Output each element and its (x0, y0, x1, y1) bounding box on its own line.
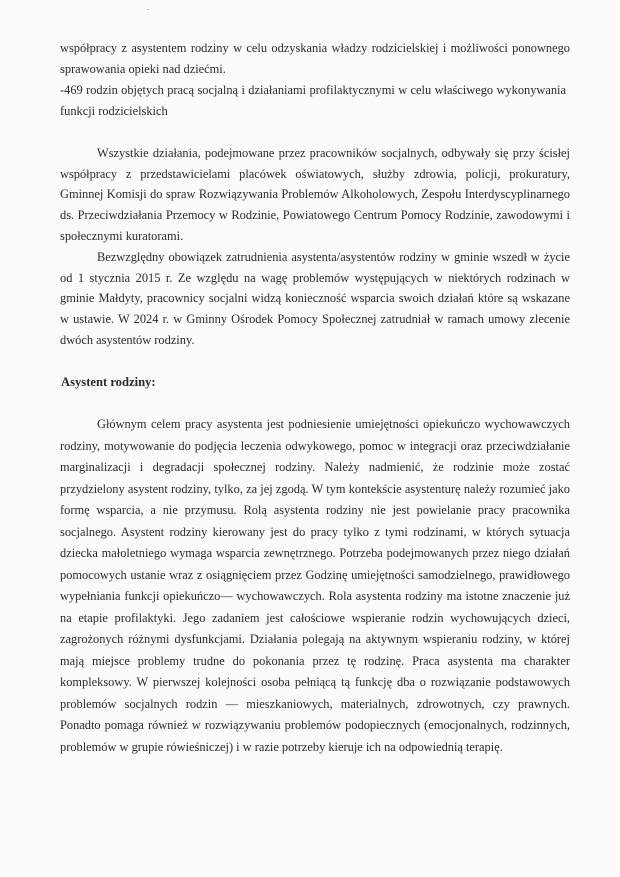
paragraph-cooperation: Wszystkie działania, podejmowane przez pracowników socjalnych, odbywały się przy ścisłej współpracy z przedstawicielami placówek oświatowych, służby zdrowia, policji, prokuratury, Gminnej Komisji do spraw Rozwiązywania Problemów Alkoholowych, Zespołu Interdyscyplinarnego ds. Przeciwdziałania Przemocy w Rodzinie, Powiatowego Centrum Pomocy Rodzinie, zawodowymi i społecznymi kuratorami. (60, 146, 570, 243)
paragraph-family-assistant: Głównym celem pracy asystenta jest podniesienie umiejętności opiekuńczo wychowawczych rodziny, motywowanie do podjęcia leczenia odwykowego, pomoc w integracji oraz przeciwdziałanie marginalizacji i degradacji społecznej rodziny. Należy nadmienić, że rodzinie może zostać przydzielony asystent rodziny, tylko, za jej zgodą. W tym kontekście asystenturę należy rozumieć jako formę wsparcia, a nie przymusu. Rolą asystenta rodziny nie jest powielanie pracy pracownika socjalnego. Asystent rodziny kierowany jest do pracy tylko z tymi rodzinami, w których sytuacja dziecka małoletniego wymaga wsparcia zewnętrznego. Potrzeba podejmowanych przez niego działań pomocowych ustanie wraz z osiągnięciem przez Godzinę umiejętności samodzielnego, prawidłowego wypełniania funkcji opiekuńczo— wychowawczych. Rola asystenta rodziny ma istotne znaczenie już na etapie profilaktyki. Jego zadaniem jest całościowe wspieranie rodzin wychowujących dzieci, zagrożonych różnymi dysfunkcjami. Działania polegają na aktywnym wspieraniu rodziny, w której mają miejsce problemy trudne do pokonania przez tę rodzinę. Praca asystenta ma charakter kompleksowy. W pierwszej kolejności osoba pełniącą tą funkcję dba o rozwiązanie podstawowych problemów socjalnych rodzin — mieszkaniowych, materialnych, zdrowotnych, czy prawnych. Ponadto pomaga również w rozwiązywaniu problemów podopiecznych (emocjonalnych, rodzinnych, problemów w grupie rówieśniczej) i w razie potrzeby kieruje ich na odpowiednią terapię. (60, 417, 570, 754)
paragraph-family-count: -469 rodzin objętych pracą socjalną i działaniami profilaktycznymi w celu właściwego wykonywania funkcji rodzicielskich (60, 83, 566, 118)
paragraph-employment-obligation: Bezwzględny obowiązek zatrudnienia asystenta/asystentów rodziny w gminie wszedł w życie od 1 stycznia 2015 r. Ze względu na wagę problemów występujących w niektórych rodzinach w gminie Małdyty, pracownicy socjalni widzą konieczność wsparcia swoich działań które są wskazane w ustawie. W 2024 r. w Gminny Ośrodek Pomocy Społecznej zatrudniał w ramach umowy zlecenie dwóch asystentów rodziny. (60, 250, 570, 347)
scan-mark (147, 9, 149, 10)
section-heading: Asystent rodziny: (61, 375, 156, 389)
paragraph-continuation: współpracy z asystentem rodziny w celu odzyskania władzy rodzicielskiej i możliwości ponownego sprawowania opieki nad dziećmi. (60, 41, 570, 76)
